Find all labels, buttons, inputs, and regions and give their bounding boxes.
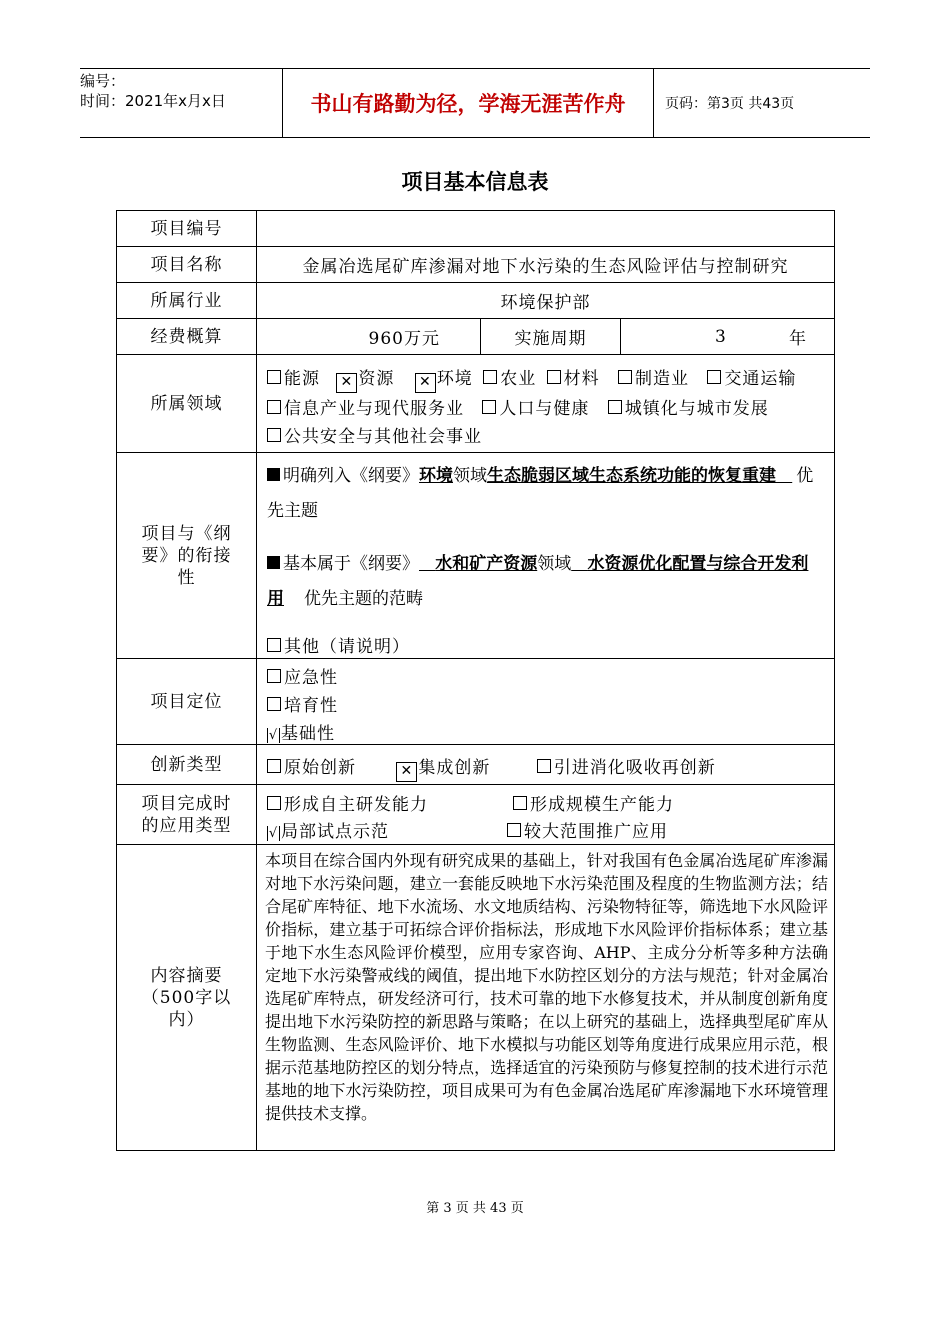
value-project-name: 金属冶选尾矿库渗漏对地下水污染的生态风险评估与控制研究 bbox=[302, 257, 789, 277]
checkmark-icon: √ bbox=[268, 728, 279, 743]
field-option-public-safety[interactable]: 公共安全与其他社会事业 bbox=[267, 427, 482, 447]
positioning-option-basic[interactable]: √ 基础性 bbox=[268, 724, 335, 744]
field-option-materials[interactable]: 材料 bbox=[547, 369, 600, 389]
value-field bbox=[257, 355, 834, 452]
outline-p2-field: 水和矿产资源 bbox=[435, 554, 538, 574]
checkbox-icon bbox=[513, 796, 527, 810]
outline-p2-topic: 水资源优化配置与综合开发利用 bbox=[267, 554, 809, 609]
innovation-option-introduced[interactable]: 引进消化吸收再创新 bbox=[537, 758, 716, 778]
checkbox-icon bbox=[267, 796, 281, 810]
info-table bbox=[116, 210, 835, 1151]
label-budget: 经费概算 bbox=[117, 319, 257, 354]
application-option-production[interactable]: 形成规模生产能力 bbox=[513, 790, 674, 815]
row-outline bbox=[117, 453, 834, 659]
checkbox-icon bbox=[608, 400, 622, 414]
row-project-name bbox=[117, 247, 834, 283]
checkbox-icon bbox=[707, 370, 721, 384]
field-option-health[interactable]: 人口与健康 bbox=[482, 399, 589, 419]
checkbox-icon bbox=[483, 370, 497, 384]
field-option-agriculture[interactable]: 农业 bbox=[483, 369, 536, 389]
label-project-no: 项目编号 bbox=[117, 211, 257, 246]
label-application: 项目完成时的应用类型 bbox=[117, 785, 257, 844]
number-label: 编号： bbox=[80, 72, 126, 90]
field-line-1 bbox=[267, 364, 796, 393]
outline-p1-field: 环境 bbox=[419, 466, 453, 486]
row-application bbox=[117, 785, 834, 845]
label-period: 实施周期 bbox=[481, 319, 621, 354]
field-option-environment[interactable]: ✕ 环境 bbox=[415, 369, 473, 389]
page-header bbox=[80, 68, 870, 138]
label-summary: 内容摘要（500字以内） bbox=[117, 845, 257, 1150]
innovation-option-original[interactable]: 原始创新 bbox=[267, 758, 356, 778]
period-unit: 年 bbox=[789, 329, 806, 349]
row-positioning bbox=[117, 659, 834, 745]
outline-p1: 明确列入《纲要》环境领域生态脆弱区域生态系统功能的恢复重建 优先主题 bbox=[267, 466, 814, 521]
checkbox-icon bbox=[507, 823, 521, 837]
field-line-3 bbox=[267, 422, 482, 447]
row-summary bbox=[117, 845, 834, 1150]
page-footer: 第 3 页 共 43 页 bbox=[426, 1201, 524, 1216]
value-innovation bbox=[257, 745, 834, 784]
checked-box-icon: ✕ bbox=[396, 762, 417, 782]
field-option-resources[interactable]: ✕ 资源 bbox=[336, 369, 394, 389]
value-summary bbox=[257, 845, 834, 1150]
checkbox-icon bbox=[267, 697, 281, 711]
innovation-options bbox=[267, 753, 716, 782]
row-field bbox=[117, 355, 834, 453]
period-number: 3 bbox=[715, 326, 726, 347]
outline-p2: 基本属于《纲要》 水和矿产资源领域 水资源优化配置与综合开发利用 优先主题的范畴 bbox=[267, 554, 809, 609]
filled-square-icon bbox=[267, 556, 280, 569]
header-motto: 书山有路勤为径，学海无涯苦作舟 bbox=[283, 69, 654, 137]
value-period bbox=[621, 319, 834, 354]
checkbox-icon bbox=[267, 759, 281, 773]
label-project-name: 项目名称 bbox=[117, 247, 257, 282]
value-application bbox=[257, 785, 834, 844]
checkbox-icon bbox=[547, 370, 561, 384]
row-industry bbox=[117, 283, 834, 319]
time-label: 时间：2021年x月x日 bbox=[80, 92, 226, 110]
value-budget: 960万元 bbox=[257, 319, 481, 354]
positioning-option-emergency[interactable]: 应急性 bbox=[267, 663, 338, 688]
checkbox-icon bbox=[618, 370, 632, 384]
label-innovation: 创新类型 bbox=[117, 745, 257, 784]
label-industry: 所属行业 bbox=[117, 283, 257, 318]
application-option-pilot[interactable]: √ 局部试点示范 bbox=[268, 822, 389, 842]
label-field: 所属领域 bbox=[117, 355, 257, 452]
positioning-option-cultivation[interactable]: 培育性 bbox=[267, 691, 338, 716]
value-industry: 环境保护部 bbox=[500, 293, 591, 313]
field-option-transport[interactable]: 交通运输 bbox=[707, 369, 796, 389]
value-outline bbox=[257, 453, 834, 658]
field-option-manufacturing[interactable]: 制造业 bbox=[618, 369, 689, 389]
innovation-option-integrated[interactable]: ✕ 集成创新 bbox=[396, 758, 490, 778]
outline-p3[interactable]: 其他（请说明） bbox=[267, 632, 410, 657]
field-option-urban[interactable]: 城镇化与城市发展 bbox=[608, 399, 769, 419]
checkbox-icon bbox=[267, 400, 281, 414]
checkbox-icon bbox=[267, 370, 281, 384]
label-outline: 项目与《纲要》的衔接性 bbox=[117, 453, 257, 658]
checkmark-icon: √ bbox=[268, 826, 279, 841]
application-option-rd[interactable]: 形成自主研发能力 bbox=[267, 790, 428, 815]
header-meta bbox=[80, 69, 283, 137]
application-option-promotion[interactable]: 较大范围推广应用 bbox=[507, 817, 668, 842]
checkbox-icon bbox=[267, 669, 281, 683]
checked-box-icon: ✕ bbox=[336, 373, 357, 393]
row-budget bbox=[117, 319, 834, 355]
page-title: 项目基本信息表 bbox=[401, 170, 549, 194]
summary-text: 本项目在综合国内外现有研究成果的基础上，针对我国有色金属冶选尾矿库渗漏对地下水污染问题，建立一套能反映地下水污染范围及程度的生物监测方法；结合尾矿库特征、地下水流场、水文地质结构、污染物特征等，筛选地下水风险评价指标，建立基于可拓综合评价指标法，形成地下水风险评价指标体系；建立基于地下水生态风险评价模型，应用专家咨询、AHP、主成分分析等多种方法确定地下水污染警戒线的阈值，提出地下水防控区划分的方法与规范；针对金属冶选尾矿库特点，研发经济可行，技术可靠的地下水修复技术，并从制度创新角度提出地下水污染防控的新思路与策略；在以上研究的基础上，选择典型尾矿库从生物监测、生态风险评价、地下水模拟与功能区划等角度进行成果应用示范，根据示范基地防控区的划分特点，选择适宜的污染预防与修复控制的技术进行示范基地的地下水污染防控，项目成果可为有色金属冶选尾矿库渗漏地下水环境管理提供技术支撑。 bbox=[265, 851, 828, 1123]
outline-p1-topic: 生态脆弱区域生态系统功能的恢复重建 bbox=[487, 466, 776, 486]
checked-box-icon: ✕ bbox=[415, 373, 436, 393]
label-positioning: 项目定位 bbox=[117, 659, 257, 744]
row-project-no bbox=[117, 211, 834, 247]
header-page-info: 页码：第3页 共43页 bbox=[665, 96, 795, 112]
value-project-no bbox=[257, 211, 834, 246]
checkbox-icon bbox=[482, 400, 496, 414]
field-line-2 bbox=[267, 394, 769, 419]
filled-square-icon bbox=[267, 468, 280, 481]
checkbox-icon bbox=[537, 759, 551, 773]
budget-values bbox=[257, 319, 834, 354]
checkbox-icon bbox=[267, 638, 281, 652]
field-option-energy[interactable]: 能源 bbox=[267, 369, 320, 389]
value-positioning bbox=[257, 659, 834, 744]
checkbox-icon bbox=[267, 428, 281, 442]
row-innovation bbox=[117, 745, 834, 785]
field-option-it[interactable]: 信息产业与现代服务业 bbox=[267, 399, 464, 419]
